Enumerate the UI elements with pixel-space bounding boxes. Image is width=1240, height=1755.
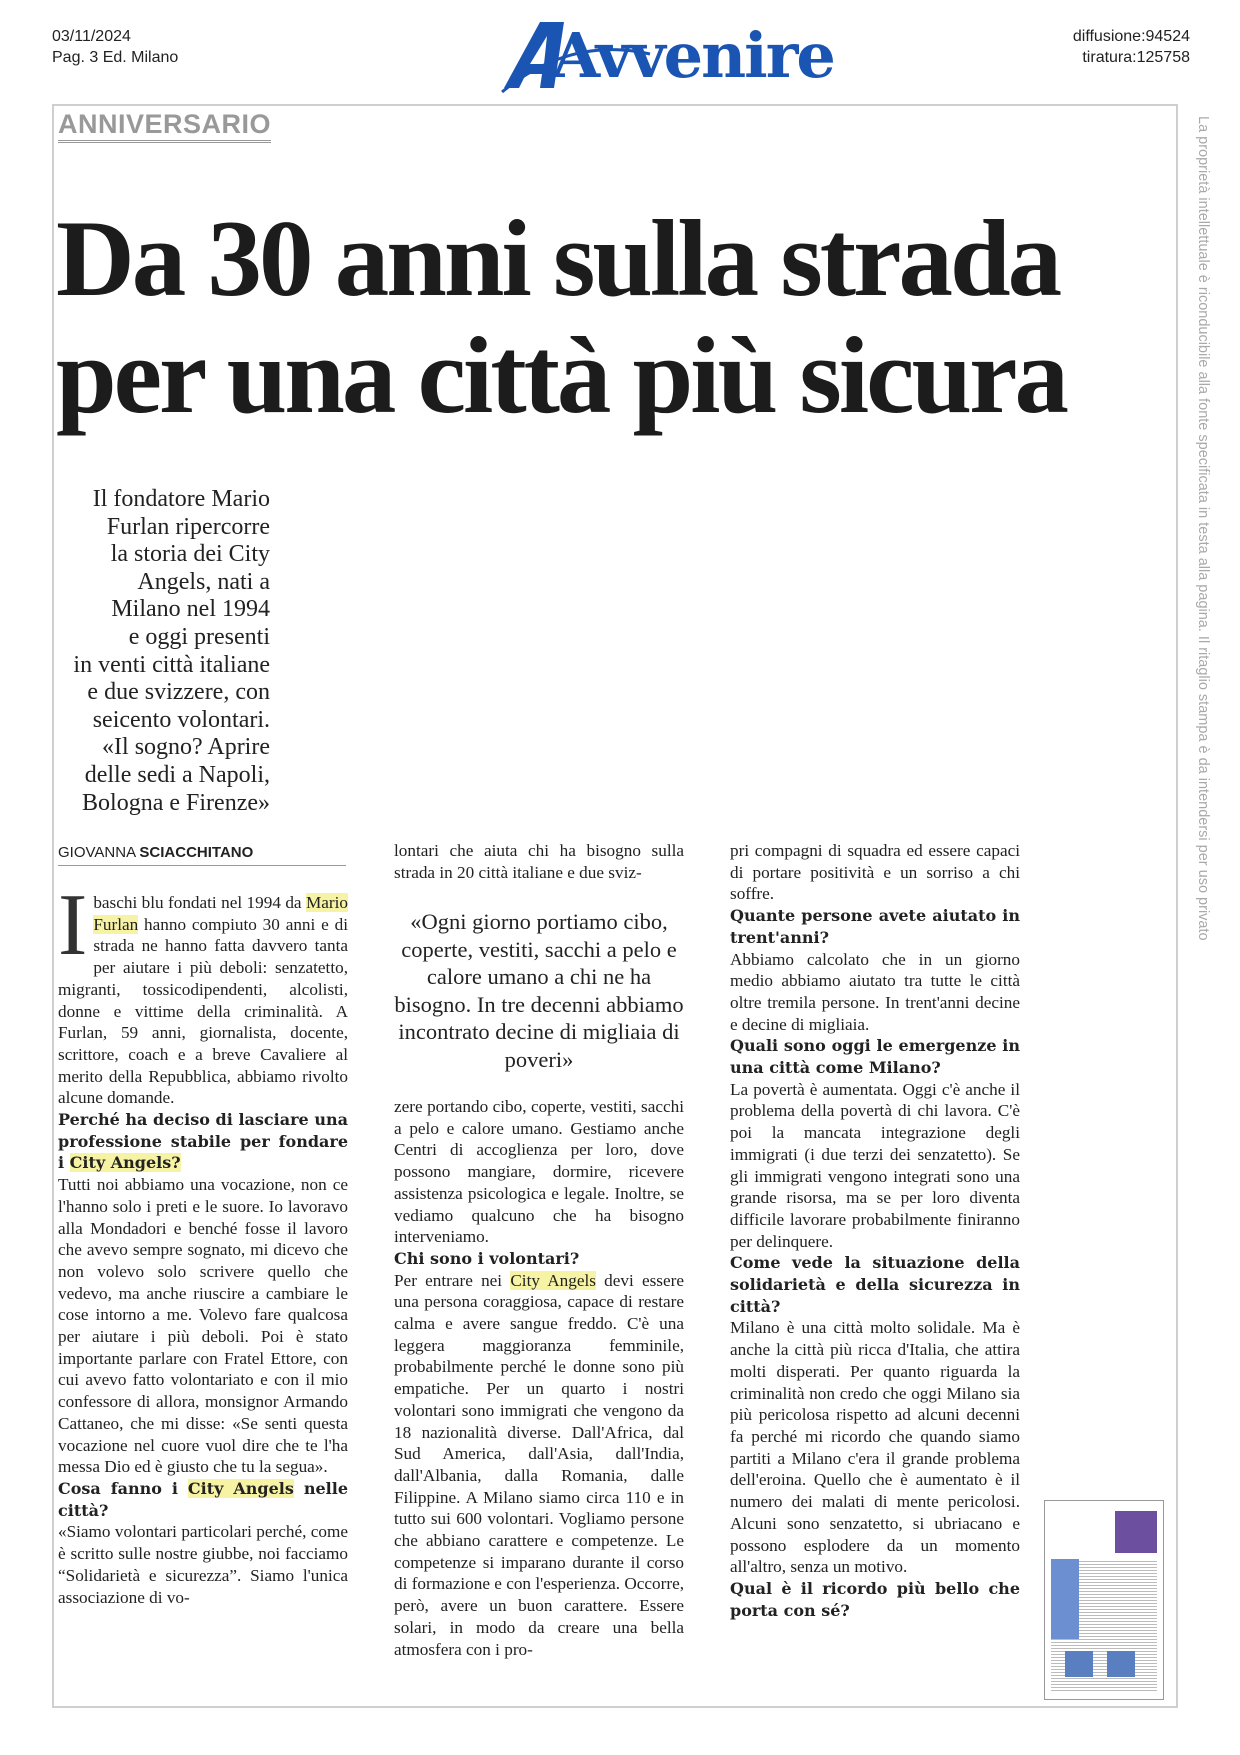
col2-top-text: lontari che aiuta chi ha bisogno sulla strada in 20 città italiane e due sviz- <box>394 841 684 882</box>
article-column-1 <box>58 877 348 1608</box>
page-thumbnail-image <box>1044 1500 1164 1700</box>
thumbnail-photo <box>1115 1511 1157 1553</box>
question-2 <box>58 1478 348 1521</box>
drop-cap: I <box>58 877 88 974</box>
byline-rule <box>58 865 346 866</box>
copyright-note-text: La proprietà intellettuale è riconducibile alla fonte specificata in testa alla pagina. Il ritaglio stampa è da intendersi per uso privato <box>1195 116 1211 941</box>
logo-text: Avvenire <box>552 19 834 92</box>
clipping-header-left <box>52 26 178 68</box>
article-subtitle <box>56 486 270 817</box>
subtitle-line: «Il sogno? Aprire <box>102 734 270 761</box>
subtitle-line: la storia dei City <box>110 541 270 568</box>
question-3: Chi sono i volontari? <box>394 1248 580 1268</box>
question-2-text-cont: nelle città? <box>58 1478 348 1520</box>
article-column-2 <box>394 840 684 883</box>
highlight-city-angels: City Angels <box>510 1270 596 1290</box>
answer-3-text-cont: devi essere una persona coraggiosa, capace di restare calma e avere sangue freddo. C'è una leggera maggioranza femminile, probabilmente perché le donne sono più empatiche. Per un quarto i nostri volontari sono immigrati che vengono da 18 nazionalità diverse. Dall'Africa, dal Sud America, dall'Asia, dall'India, dall'Albania, dalla Romania, dalle Filippine. A Milano siamo circa 110 e in tutto sui 600 volontari. Vogliamo persone che abbiano carattere e competenze. Le competenze si imparano durante il corso di formazione e con l'esperienza. Occorre, però, avere un buon carattere. Essere solari, in modo da creare una bella atmosfera con i pro- <box>394 1270 684 1659</box>
subtitle-line: Milano nel 1994 <box>111 596 270 623</box>
byline-first-name: GIOVANNA <box>58 844 140 861</box>
answer-3-text: Per entrare nei <box>394 1270 511 1290</box>
section-tag: ANNIVERSARIO <box>58 108 271 143</box>
pull-quote: «Ogni giorno portiamo cibo, coperte, vestiti, sacchi a pelo e calore umano a chi ne ha bisogno. In tre decenni abbiamo incontrato decine di migliaia di poveri» <box>394 909 684 1072</box>
highlight-city-angels: City Angels <box>187 1478 294 1498</box>
question-1-text: Perché ha deciso di lasciare una professione stabile per fondare i <box>58 1110 348 1173</box>
article-headline <box>56 200 1066 434</box>
intro-paragraph <box>58 877 348 1109</box>
subtitle-line: in venti città italiane <box>73 651 270 678</box>
byline <box>58 844 253 861</box>
answer-5: La povertà è aumentata. Oggi c'è anche il problema della povertà di chi lavora. C'è poi la mancata integrazione degli immigrati (i due terzi dei senzatetto). Se gli immigrati vengono integrati sono una grande risorsa, ma se per loro diventa difficile lavorare probabilmente finiranno per delinquere. <box>730 1079 1020 1251</box>
highlight-mario-furlan: Mario Furlan <box>93 893 348 934</box>
highlight-city-angels: City Angels? <box>69 1153 181 1173</box>
print-run-figure: tiratura:125758 <box>1082 49 1190 66</box>
subtitle-line: Furlan ripercorre <box>106 513 270 540</box>
answer-3 <box>394 1270 684 1661</box>
headline-line-2: per una città più sicura <box>56 315 1067 436</box>
question-1 <box>58 1109 348 1174</box>
subtitle-line: e due svizzere, con <box>87 679 270 706</box>
page-edition: Pag. 3 Ed. Milano <box>52 49 179 66</box>
subtitle-line: Angels, nati a <box>137 568 270 595</box>
headline-line-1: Da 30 anni sulla strada <box>56 198 1060 319</box>
newspaper-logo <box>500 18 834 94</box>
publication-date: 03/11/2024 <box>52 28 131 45</box>
question-6: Come vede la situazione della solidarietà e della sicurezza in città? <box>730 1253 1020 1316</box>
answer-4: Abbiamo calcolato che in un giorno medio abbiamo aiutato tra tutte le città oltre tremila persone. In trent'anni decine e decine di migliaia. <box>730 949 1020 1034</box>
clipping-header-right <box>1073 26 1190 68</box>
intro-text-cont: hanno compiuto 30 anni e di strada ne hanno fatta davvero tanta per aiutare i più deboli: senzatetto, migranti, tossicodipendenti, alcolisti, donne e vittime della criminalità. A Furlan, 59 anni, giornalista, docente, scrittore, coach e a breve Cavaliere al merito della Repubblica, abbiamo rivolto alcune domande. <box>58 914 348 1108</box>
answer-6: Milano è una città molto solidale. Ma è anche la città più ricca d'Italia, che attira molti disperati. Per quanto riguarda la criminalità non credo che oggi Milano sia più pericolosa rispetto ad alcuni decenni fa perché mi ricordo che quando siamo partiti a Milano c'era il grande problema dell'eroina. Quello che è aumentato è il numero dei malati di mente pericolosi. Alcuni sono senzatetto, si ubriacano e possono esplodere da un momento all'altro, senza un motivo. <box>730 1318 1020 1577</box>
question-4: Quante persone avete aiutato in trent'anni? <box>730 906 1020 947</box>
question-7: Qual è il ricordo più bello che porta con sé? <box>730 1578 1020 1620</box>
intro-text: baschi blu fondati nel 1994 da <box>93 893 306 912</box>
article-column-2-cont <box>394 1096 684 1660</box>
subtitle-line: seicento volontari. <box>92 706 270 733</box>
article-column-3 <box>730 840 1020 1621</box>
answer-2: «Siamo volontari particolari perché, come è scritto sulle nostre giubbe, noi facciamo “Solidarietà e sicurezza”. Siamo l'unica associazione di vo- <box>58 1522 348 1607</box>
subtitle-line: e oggi presenti <box>128 623 270 650</box>
subtitle-line: Il fondatore Mario <box>92 486 270 512</box>
copyright-note <box>1195 116 1215 1076</box>
thumbnail-map <box>1107 1651 1135 1677</box>
circulation-figure: diffusione:94524 <box>1072 28 1190 45</box>
col2-continued-text: zere portando cibo, coperte, vestiti, sacchi a pelo e calore umano. Gestiamo anche Centri di accoglienza per loro, dove possono mangiare, dormire, ricevere assistenza psicologica e legale. Inoltre, se vediamo qualcuno che ha bisogno interveniamo. <box>394 1097 684 1247</box>
thumbnail-blue-block <box>1051 1559 1079 1639</box>
subtitle-line: Bologna e Firenze» <box>82 789 270 816</box>
answer-1: Tutti noi abbiamo una vocazione, non ce l'hanno solo i preti e le suore. Io lavoravo alla Mondadori e benché fosse il lavoro che avevo sempre sognato, mi dicevo che non volevo solo scrivere quello che vedevo, ma anche riuscire a cambiare le cose intorno a me. Volevo fare qualcosa per aiutare i più deboli. Poi è stato importante parlare con Fratel Ettore, con cui avevo fatto volontariato e con il mio confessore di allora, monsignor Armando Cattaneo, che mi disse: «Se senti questa vocazione nel cuore vuol dire che te l'ha messa Dio ed è giusto che tu la segua». <box>58 1175 348 1477</box>
question-2-text: Cosa fanno i <box>58 1478 188 1498</box>
subtitle-line: delle sedi a Napoli, <box>84 761 270 788</box>
question-5: Quali sono oggi le emergenze in una città come Milano? <box>730 1036 1020 1078</box>
thumbnail-map <box>1065 1651 1093 1677</box>
byline-last-name: SCIACCHITANO <box>139 844 254 861</box>
col3-top-text: pri compagni di squadra ed essere capaci di portare positività e un sorriso a chi soffre. <box>730 841 1020 904</box>
